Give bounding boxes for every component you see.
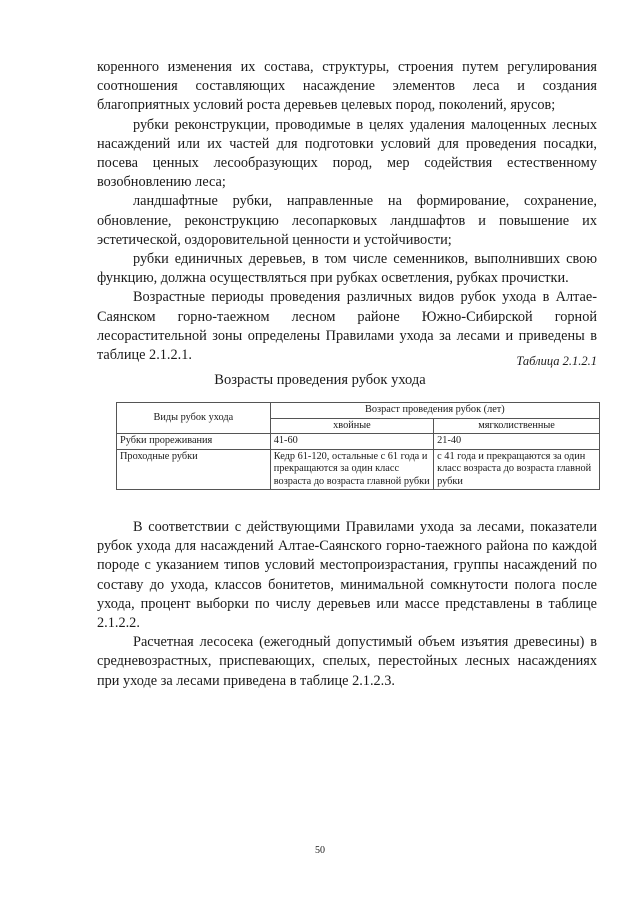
- cell-kind: Проходные рубки: [117, 449, 271, 490]
- text-block-bottom: [97, 518, 597, 691]
- table-label: Таблица 2.1.2.1: [516, 354, 597, 368]
- paragraph-landscape-cuttings: ландшафтные рубки, направленные на формирование, сохранение, обновление, реконструкцию лесопарковых ландшафтов и повышение их эстетической, оздоровительной ценности и устойчивости;: [97, 193, 597, 248]
- header-conifer: хвойные: [270, 418, 433, 434]
- paragraph-single-tree-cuttings: рубки единичных деревьев, в том числе семенников, выполнивших свою функцию, должна осуществляться при рубках осветления, рубках прочистки.: [97, 251, 597, 287]
- cell-deciduous: с 41 года и прекращаются за один класс возраста до возраста главной рубки: [434, 449, 600, 490]
- table-row: [117, 434, 600, 450]
- cell-kind: Рубки прореживания: [117, 434, 271, 450]
- cell-deciduous: 21-40: [434, 434, 600, 450]
- page-number: 50: [315, 845, 325, 856]
- table-title: Возрасты проведения рубок ухода: [214, 372, 426, 388]
- paragraph-reconstruction-cuttings: рубки реконструкции, проводимые в целях удаления малоценных лесных насаждений или их частей для подготовки условий для проведения посадки, посева ценных лесообразующих пород, мер содействия естественному возобновлению леса;: [97, 116, 597, 191]
- paragraph-continuation: коренного изменения их состава, структуры, строения путем регулирования соотношения составляющих насаждение элементов леса и создания благоприятных условий роста деревьев целевых пород, поколений, ярусов;: [97, 59, 597, 114]
- paragraph-age-periods: Возрастные периоды проведения различных видов рубок ухода в Алтае-Саянском горно-таежном лесном районе Южно-Сибирской горной лесорастительной зоны определены Правилами ухода за лесами и приведены в таблице 2.1.2.1.: [97, 289, 597, 364]
- cell-conifer: Кедр 61-120, остальные с 61 года и прекращаются за один класс возраста до возраста главной рубки: [270, 449, 433, 490]
- cutting-ages-table: [116, 402, 600, 490]
- header-deciduous: мягколиственные: [434, 418, 600, 434]
- text-block-top: [97, 58, 597, 365]
- paragraph-cutting-indicators: В соответствии с действующими Правилами ухода за лесами, показатели рубок ухода для насаждений Алтае-Саянского горно-таежного района по каждой породе с указанием типов условий местопроизрастания, группы насаждений по составу до ухода, классов бонитетов, минимальной сомкнутости полога после ухода, процент выборки по числу деревьев или массе представлены в таблице 2.1.2.2.: [97, 519, 597, 632]
- table-row: [117, 449, 600, 490]
- cell-conifer: 41-60: [270, 434, 433, 450]
- table-header-row: [117, 403, 600, 419]
- paragraph-allowable-cut: Расчетная лесосека (ежегодный допустимый объем изъятия древесины) в средневозрастных, приспевающих, спелых, перестойных лесных насаждениях при уходе за лесами приведена в таблице 2.1.2.3.: [97, 634, 597, 689]
- header-cutting-age: Возраст проведения рубок (лет): [270, 403, 599, 419]
- header-cutting-kind: Виды рубок ухода: [117, 403, 271, 434]
